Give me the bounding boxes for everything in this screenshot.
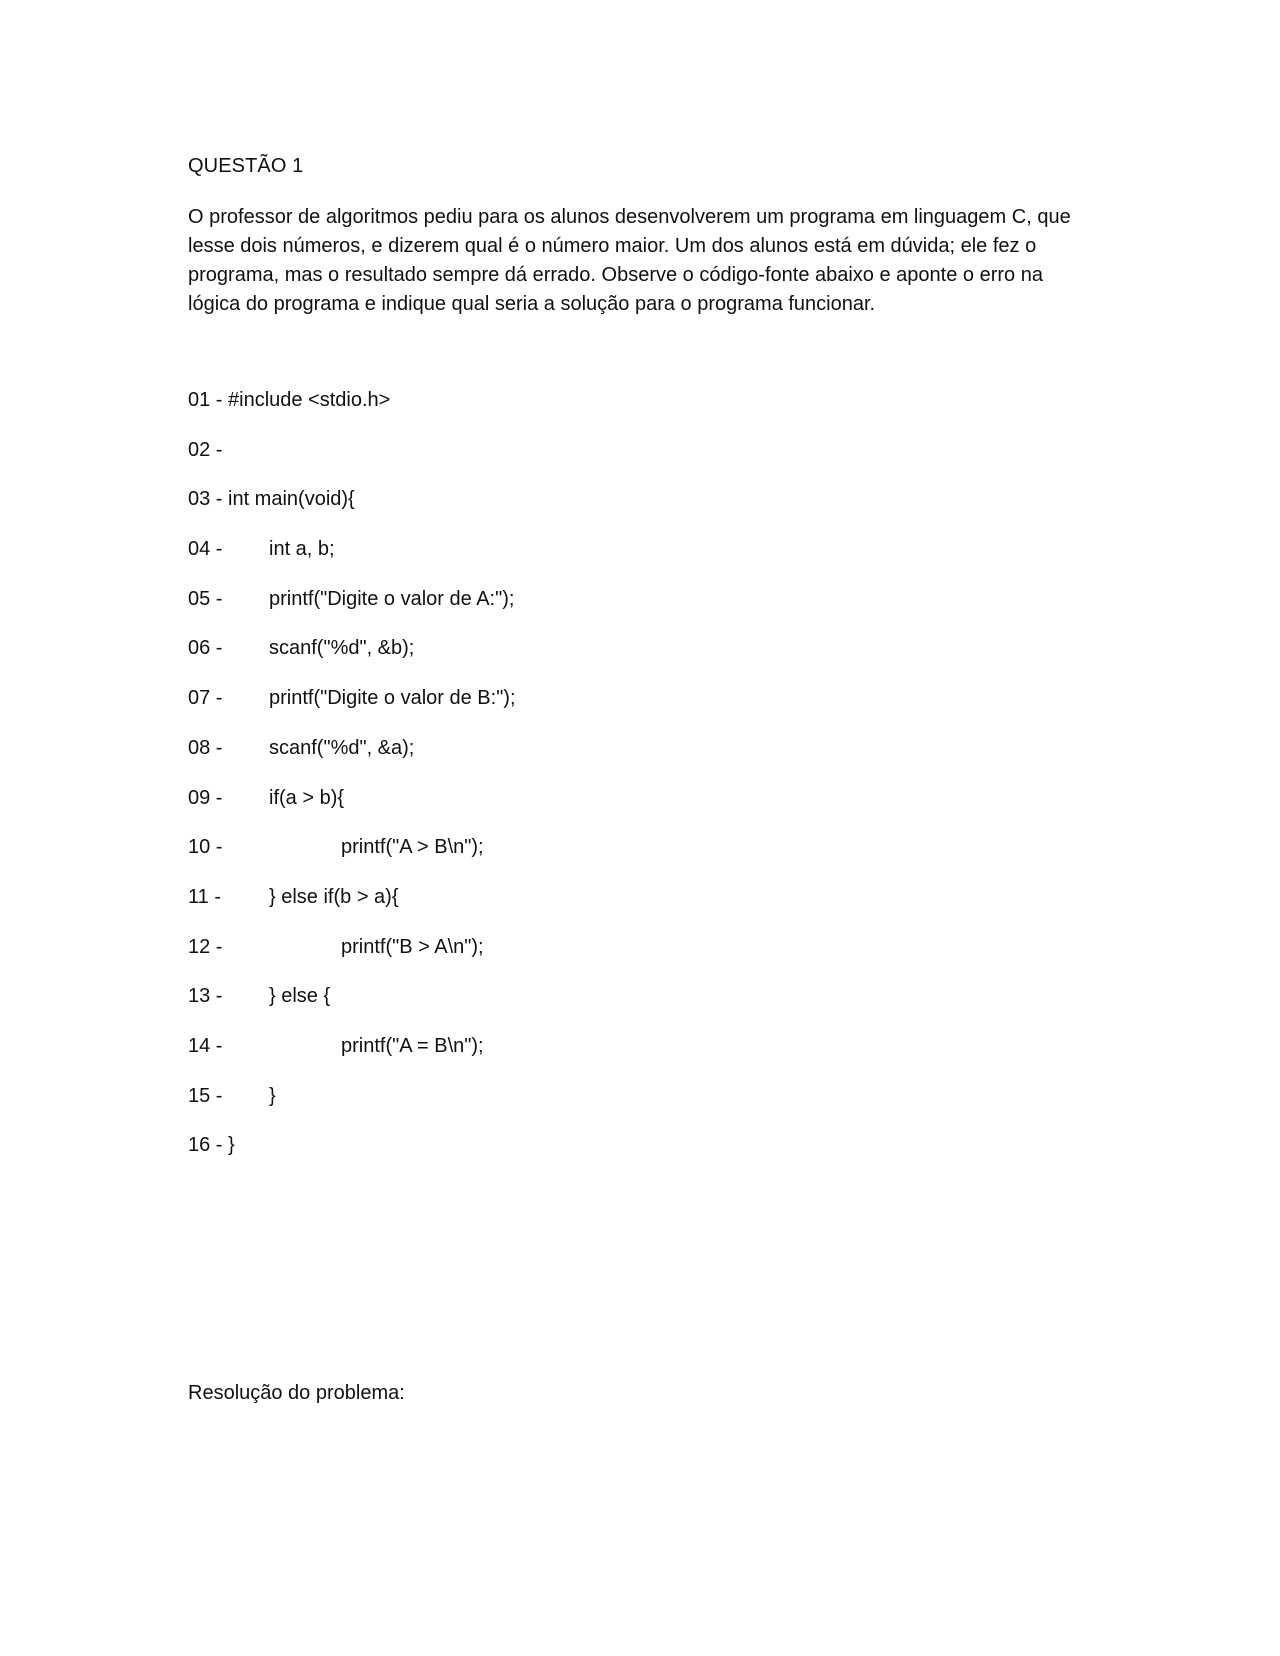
code-line-number: 13 - [188, 985, 223, 1008]
code-line-number: 02 - [188, 438, 223, 461]
resolution-label: Resolução do problema: [188, 1382, 405, 1404]
code-line-text: if(a > b){ [269, 786, 345, 809]
code-line-text: scanf("%d", &a); [269, 736, 415, 759]
code-line-text: printf("Digite o valor de B:"); [269, 687, 516, 710]
code-line-number: 04 - [188, 538, 223, 561]
code-line-text: int a, b; [269, 538, 335, 561]
code-line-number: 06 - [188, 637, 223, 660]
code-line-text: #include <stdio.h> [228, 389, 391, 411]
code-line-number: 14 - [188, 1034, 223, 1057]
code-line-text: } [228, 1134, 235, 1157]
code-line-text: printf("B > A\n"); [341, 935, 484, 958]
code-line-number: 10 - [188, 836, 223, 859]
code-line-text: printf("A = B\n"); [341, 1034, 484, 1057]
code-line-text: } else { [269, 985, 331, 1008]
question-body [188, 203, 1088, 319]
code-line-number: 12 - [188, 935, 223, 958]
code-line-number: 09 - [188, 786, 223, 809]
question-title: QUESTÃO 1 [188, 155, 304, 177]
code-line-number: 05 - [188, 587, 223, 610]
code-line-number: 11 - [188, 885, 221, 908]
code-line-number: 16 - [188, 1134, 223, 1157]
code-line-text: } else if(b > a){ [269, 885, 399, 908]
question-text: O professor de algoritmos pediu para os alunos desenvolverem um programa em linguagem C, que lesse dois números, e dizerem qual é o número maior. Um dos alunos está em dúvida; ele fez o programa, mas o resultado sempre dá errado. Observe o código-fonte abaixo e aponte o erro na lógica do programa e indique qual seria a solução para o programa funcionar. [188, 206, 1071, 315]
code-line-number: 15 - [188, 1084, 223, 1107]
code-line-number: 03 - [188, 488, 223, 511]
code-line-text: scanf("%d", &b); [269, 637, 415, 660]
code-line-text: } [269, 1084, 276, 1107]
code-line-text: printf("Digite o valor de A:"); [269, 587, 515, 610]
code-line-number: 01 - [188, 389, 223, 411]
code-line-text: int main(void){ [228, 488, 355, 511]
code-line-number: 07 - [188, 687, 223, 710]
code-line-number: 08 - [188, 736, 223, 759]
code-line-text: printf("A > B\n"); [341, 836, 484, 859]
